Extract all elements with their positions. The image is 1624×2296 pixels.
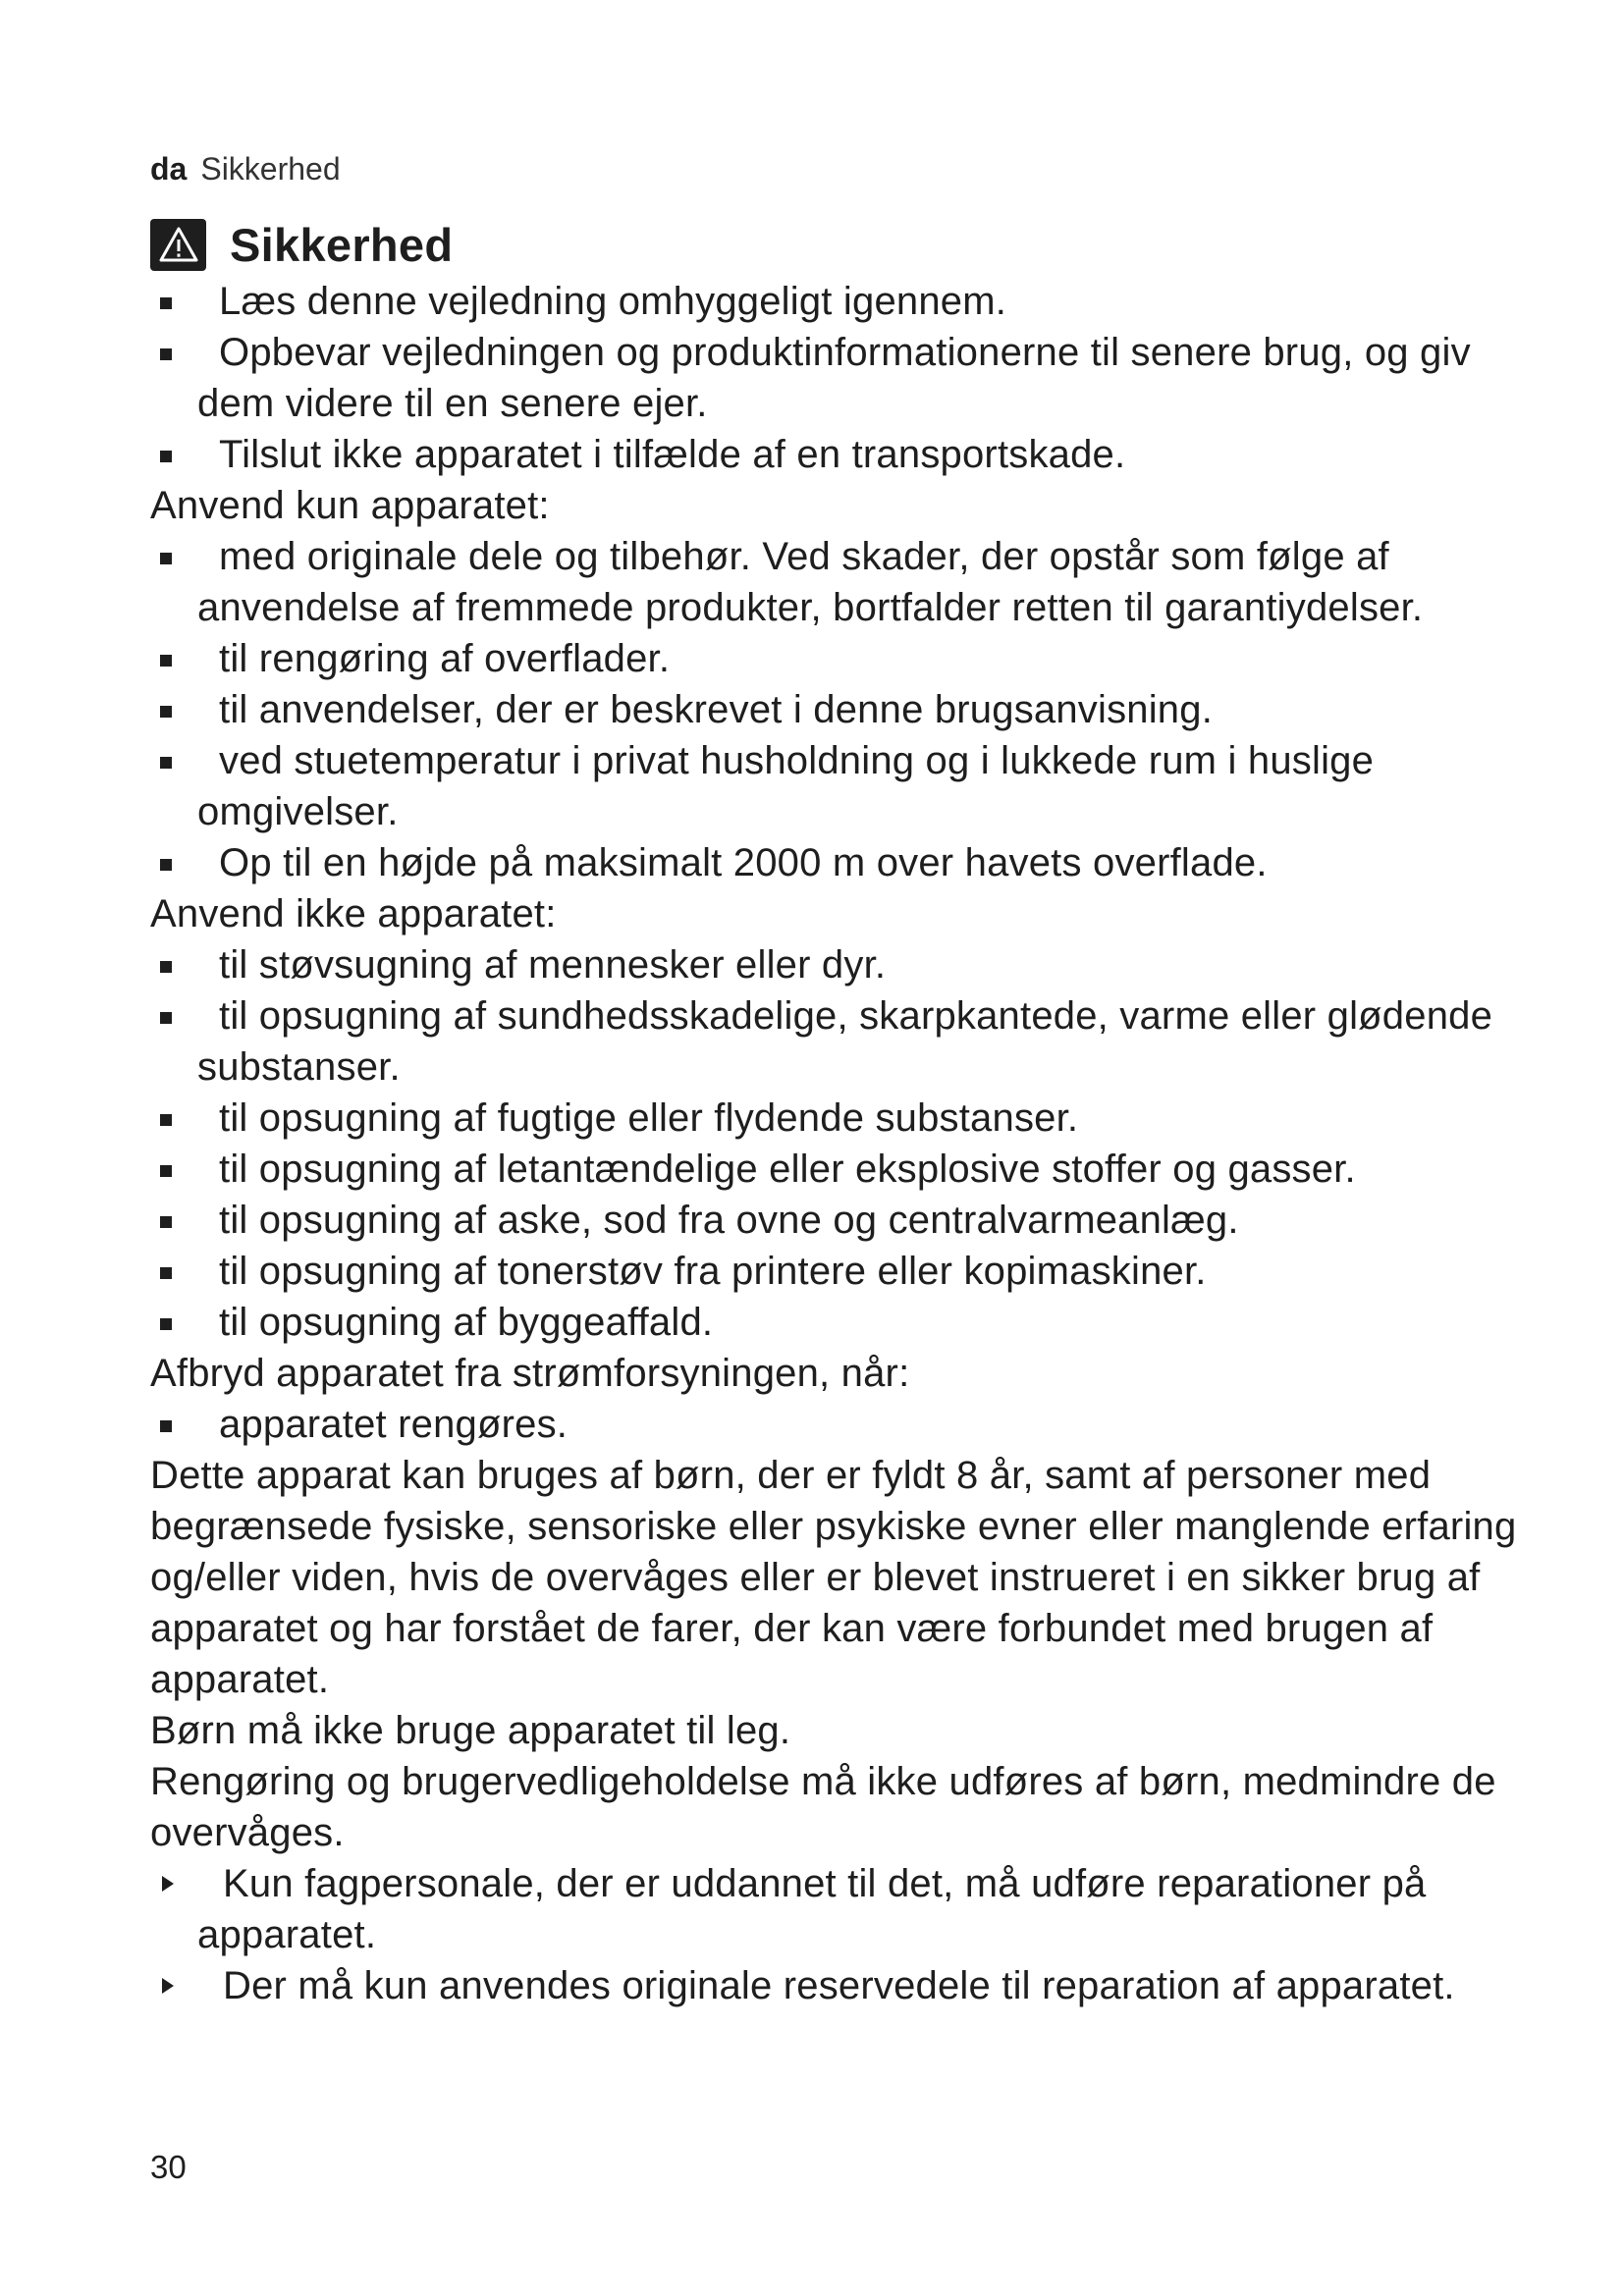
- list-item: Op til en højde på maksimalt 2000 m over havets overflade.: [150, 837, 1525, 888]
- bullet-square-icon: [160, 1216, 172, 1228]
- bullet-square-icon: [160, 706, 172, 718]
- list-item: til opsugning af sundhedsskadelige, skarpkantede, varme eller glødende substanser.: [150, 990, 1525, 1093]
- list-item: til rengøring af overflader.: [150, 633, 1525, 684]
- list-item: ved stuetemperatur i privat husholdning og i lukkede rum i huslige omgivelser.: [150, 735, 1525, 837]
- repair-instructions-list: [150, 1858, 1525, 2011]
- section-name: Sikkerhed: [200, 151, 341, 187]
- bullet-square-icon: [160, 757, 172, 769]
- disconnect-heading: Afbryd apparatet fra strømforsyningen, når:: [150, 1352, 910, 1395]
- warning-triangle-icon: [150, 219, 206, 271]
- list-item: til opsugning af letantændelige eller eksplosive stoffer og gasser.: [150, 1144, 1525, 1195]
- list-item: Opbevar vejledningen og produktinformationerne til senere brug, og giv dem videre til en senere ejer.: [150, 327, 1525, 429]
- dont-use-heading: Anvend ikke apparatet:: [150, 892, 557, 935]
- running-header: [150, 149, 341, 188]
- list-item: til opsugning af aske, sod fra ovne og centralvarmeanlæg.: [150, 1195, 1525, 1246]
- instruction-item: Kun fagpersonale, der er uddannet til det, må udføre reparationer på apparatet.: [150, 1858, 1525, 1960]
- list-item: med originale dele og tilbehør. Ved skader, der opstår som følge af anvendelse af fremmede produkter, bortfalder retten til garantiydelser.: [150, 531, 1525, 633]
- list-item: apparatet rengøres.: [150, 1399, 1525, 1450]
- disconnect-list: [150, 1399, 1525, 1450]
- list-item: til opsugning af byggeaffald.: [150, 1297, 1525, 1348]
- list-item: til støvsugning af mennesker eller dyr.: [150, 939, 1525, 990]
- dont-use-list: [150, 939, 1525, 1348]
- bullet-square-icon: [160, 451, 172, 462]
- children-cleaning-paragraph: Rengøring og brugervedligeholdelse må ikke udføres af børn, medmindre de overvåges.: [150, 1760, 1496, 1854]
- children-play-paragraph: Børn må ikke bruge apparatet til leg.: [150, 1709, 791, 1752]
- list-item: til anvendelser, der er beskrevet i denne brugsanvisning.: [150, 684, 1525, 735]
- use-list: [150, 531, 1525, 888]
- instruction-item: Der må kun anvendes originale reservedele til reparation af apparatet.: [150, 1960, 1525, 2011]
- bullet-square-icon: [160, 553, 172, 564]
- bullet-square-icon: [160, 859, 172, 871]
- bullet-square-icon: [160, 1420, 172, 1432]
- arrow-right-icon: [162, 1978, 174, 1994]
- bullet-square-icon: [160, 961, 172, 973]
- bullet-square-icon: [160, 297, 172, 309]
- bullet-square-icon: [160, 348, 172, 360]
- list-item: Tilslut ikke apparatet i tilfælde af en transportskade.: [150, 429, 1525, 480]
- arrow-right-icon: [162, 1876, 174, 1892]
- bullet-square-icon: [160, 1318, 172, 1330]
- bullet-square-icon: [160, 1165, 172, 1177]
- bullet-square-icon: [160, 1114, 172, 1126]
- bullet-square-icon: [160, 655, 172, 667]
- list-item: til opsugning af fugtige eller flydende substanser.: [150, 1093, 1525, 1144]
- general-safety-list: [150, 276, 1525, 480]
- page-title: Sikkerhed: [230, 218, 454, 271]
- use-heading: Anvend kun apparatet:: [150, 484, 550, 527]
- list-item: til opsugning af tonerstøv fra printere eller kopimaskiner.: [150, 1246, 1525, 1297]
- bullet-square-icon: [160, 1267, 172, 1279]
- page-number: 30: [150, 2149, 187, 2185]
- language-code: da: [150, 151, 188, 187]
- safety-content: [150, 276, 1525, 2011]
- bullet-square-icon: [160, 1012, 172, 1024]
- list-item: Læs denne vejledning omhyggeligt igennem.: [150, 276, 1525, 327]
- section-title: [150, 214, 453, 275]
- children-paragraph: Dette apparat kan bruges af børn, der er fyldt 8 år, samt af personer med begrænsede fysiske, sensoriske eller psykiske evner eller manglende erfaring og/eller viden, hvis de overvåges eller er blevet instrueret i en sikker brug af apparatet og har forstået de farer, der kan være forbundet med brugen af apparatet.: [150, 1454, 1517, 1701]
